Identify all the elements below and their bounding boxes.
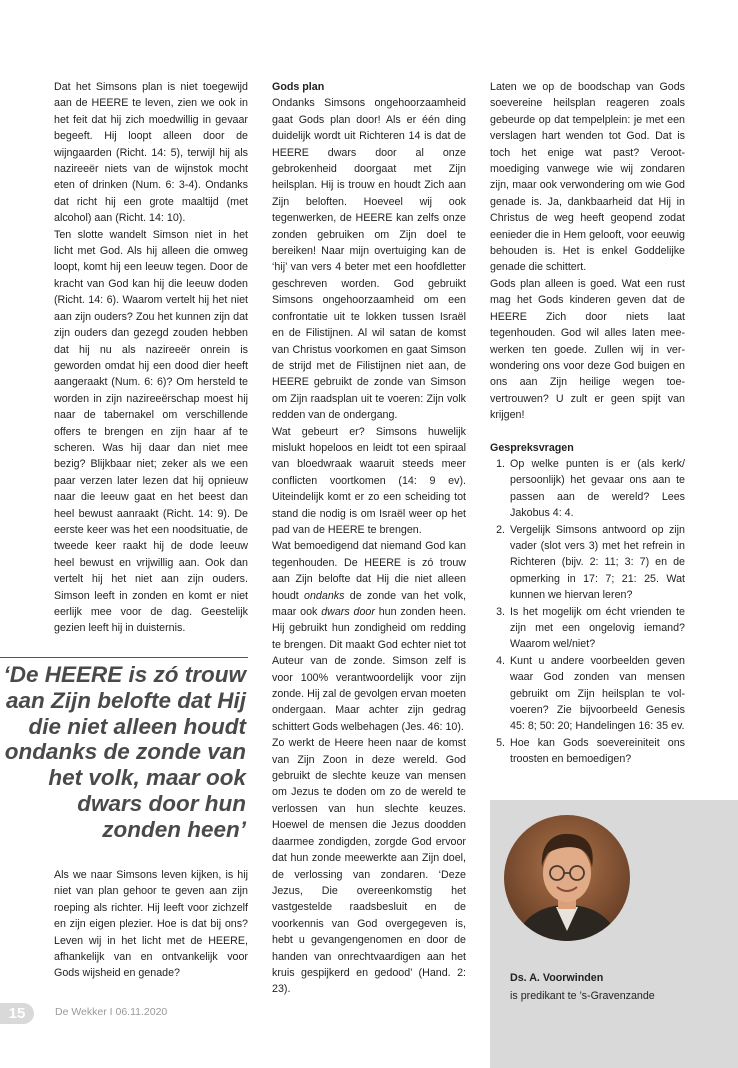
paragraph: Zo werkt de Heere heen naar de komst van Zijn Zoon in deze wereld. God gebruikt de slechte keuze van mensen om Jezus te doden om zo de wereld te verlossen van hun slechte keuzes. Hoewel de mensen die Jezus doodden daarmee zondigden, zorgde God ervoor dat hun zonde meewerkte aan Zijn doel, de verlossing van zondaren. ‘Deze Jezus, Die overeenkomstig het vastgestelde raadsbesluit en de voorkennis van God overgegeven is, hebt u gevangengenomen en door de handen van onrechtvaardigen aan het kruis gespijkerd en gedood’ (Hand. 2: 23). [272, 737, 466, 996]
paragraph: Ondanks Simsons ongehoorzaamheid gaat Gods plan door! Als er één ding duidelijk wordt uit Richteren 14 is dat de HEERE dwars door al onze gebrokenheid doorgaat met Zijn heilsplan. Hij is trouw en houdt Zich aan Zijn beloften. Hoeveel wij ook tegenwerken, de HEERE kan zelfs onze zonden gebruiken om Zijn doel te bereiken! Naar mijn overtuiging kan de ‘hij’ van vers 4 beter met een hoofdletter geschreven worden. God gebruikt Simsons ongehoorzaamheid om een confrontatie uit te lokken tussen Israël en de Filistijnen. Al wil satan de komst van Christus voorkomen en gaat Simson de strijd met de Filistijnen niet aan, de HEERE gebruikt de zonde van Simson om Zijn raadsplan uit te voeren: Zijn volk redden van de ondergang. [272, 97, 466, 422]
questions-heading: Gespreksvragen [490, 441, 574, 454]
question-item: 5. Hoe kan Gods soevereiniteit ons troosten en bemoedigen? [508, 735, 685, 768]
pull-quote: ‘De HEERE is zó trouw aan Zijn belofte dat Hij die niet alleen houdt ondanks de zonde van het volk, maar ook dwars door hun zonden heen’ [3, 662, 246, 842]
section-heading: Gods plan [272, 81, 325, 93]
paragraph: Wat gebeurt er? Simsons huwelijk mislukt hopeloos en leidt tot een spiraal van bloedwraak waaruit steeds meer conflicten voortkomen (14: 9 ev). Uiteindelijk komt er zo een scheiding tot stand die nodig is om Israël weer op het pad van de HEERE te brengen. [272, 425, 466, 536]
author-box [490, 800, 738, 1068]
text-run: Wat bemoedigend dat niemand God kan tegenhouden. De HEERE is zó trouw aan Zijn belofte dat Hij die niet alleen houdt [272, 540, 466, 602]
article-column-1 [54, 79, 248, 637]
footer-publication: De Wekker I 06.11.2020 [55, 1006, 168, 1018]
paragraph: Laten we op de boodschap van Gods soevereine heilsplan reageren zoals gebeurde op dat tempelplein: je met een verslagen hart wenden tot God. Dat is toch het enige wat past? Verootmoediging vanwege wie wij zondaren zijn, maar ook verwondering om wie God genade is. Ja, dankbaarheid dat Hij in Christus de weg heeft geopend zodat eenieder die in Hem gelooft, voor eeuwig behouden is. Het is enkel Goddelijke genade die schittert. [490, 81, 685, 274]
article-column-2 [272, 79, 466, 998]
author-portrait-icon [504, 815, 630, 941]
question-item: 2. Vergelijk Simsons antwoord op zijn vader (slot vers 3) met het refrein in Richteren (bijv. 2: 11; 3: 7) en de opmerking in 17: 7; 21: 25. Wat kunnen we hiervan leren? [508, 522, 685, 604]
author-photo [504, 815, 630, 941]
text-run: de zonde van het volk, maar ook [272, 589, 467, 618]
article-column-3 [490, 79, 685, 768]
page-number: 15 [0, 1003, 34, 1024]
questions-list [490, 456, 685, 768]
paragraph: Dat het Simsons plan is niet toegewijd aan de HEERE te leven, zien we ook in het feit dat hij zich moedwillig in gevaar begeeft. Hij loopt alleen door de wijngaarden (Richt. 14: 5), terwijl hij als nazireeër niets van de wijnstok mocht eten of drinken (Num. 6: 3-4). Ondanks dat richt hij een grote maaltijd (met alcohol) aan (Richt. 14: 10). [54, 81, 248, 225]
text-run: hun zonden heen. Hij gebruikt hun zondigheid om redding te brengen. Dit maakt God echter niet tot Auteur van de zonde. Simson zelf is voor 100% verantwoordelijk voor zijn zonde. Hij zal de gevolgen ervan moeten ondergaan. Maar achter zijn gedrag schittert Gods welbehagen (Jes. 46: 10). [272, 606, 466, 733]
paragraph: Als we naar Simsons leven kijken, is hij niet van plan gehoor te geven aan zijn roeping als richter. Hij leeft voor zichzelf en zijn eigen plezier. Hoe is dat bij ons? Leven wij in het licht met de HEERE, afhankelijk van en ontvankelijk voor Gods wijsheid en genade? [54, 869, 248, 980]
spacer [490, 424, 685, 440]
paragraph: Ten slotte wandelt Simson niet in het licht met God. Als hij alleen die omweg loopt, komt hij een leeuw tegen. Door de kracht van God kan hij die leeuw doden (Richt. 14: 6). Waarom vertelt hij het niet aan zijn ouders? Zou het kunnen zijn dat zijn ouders dan gezegd zouden hebben dat hij nu als nazireeër onrein is geworden omdat hij een dood dier heeft aangeraakt (Num. 6: 6)? Om hersteld te worden in zijn nazireeërschap moest hij naar de tabernakel om verschillende offers te brengen en zijn haar af te scheren. Was hij daar dan niet mee bezig? Blijkbaar niet; zeker als we een paar verzen later lezen dat hij opnieuw naar die leeuw gaat en het beest dan heel bewust aanraakt (Richt. 14: 9). De eerste keer was het een noodsituatie, de tweede keer raakt hij de dode leeuw heel bewust en vrijwillig aan. Ook dan vertelt hij het niet aan zijn ouders. Simson leeft in zonden en komt er niet eerlijk mee voor de dag. Geestelijk gezien leeft hij in duisternis. [54, 228, 248, 635]
paragraph: Gods plan alleen is goed. Wat een rust mag het Gods kinderen geven dat de HEERE Zich door niets laat tegenhouden. God wil alles laten meewerken ten goede. Zullen wij in verwondering ons voor deze God buigen en ons aan Zijn heilige wegen toevertrouwen? U zult er geen spijt van krijgen! [490, 277, 685, 422]
question-item: 3. Is het mogelijk om écht vrienden te zijn met een ongelovig iemand? Waarom wel/niet? [508, 604, 685, 653]
paragraph [272, 538, 466, 735]
question-item: 4. Kunt u andere voorbeelden geven waar God zonden van mensen gebruikt om Zijn heilsplan te volvoeren? Zie bijvoorbeeld Genesis 45: 8; 50: 20; Handelingen 16: 35 ev. [508, 653, 685, 735]
author-role: is predikant te ’s-Gravenzande [510, 990, 655, 1002]
emphasis: dwars door [321, 606, 375, 618]
emphasis: ondanks [304, 589, 345, 602]
question-item: 1. Op welke punten is er (als kerk/ persoonlijk) het gevaar ons aan te passen aan de wereld? Lees Jakobus 4: 4. [508, 456, 685, 522]
author-name: Ds. A. Voorwinden [510, 972, 604, 984]
article-column-1-continued [54, 867, 248, 982]
quote-divider [0, 657, 248, 658]
